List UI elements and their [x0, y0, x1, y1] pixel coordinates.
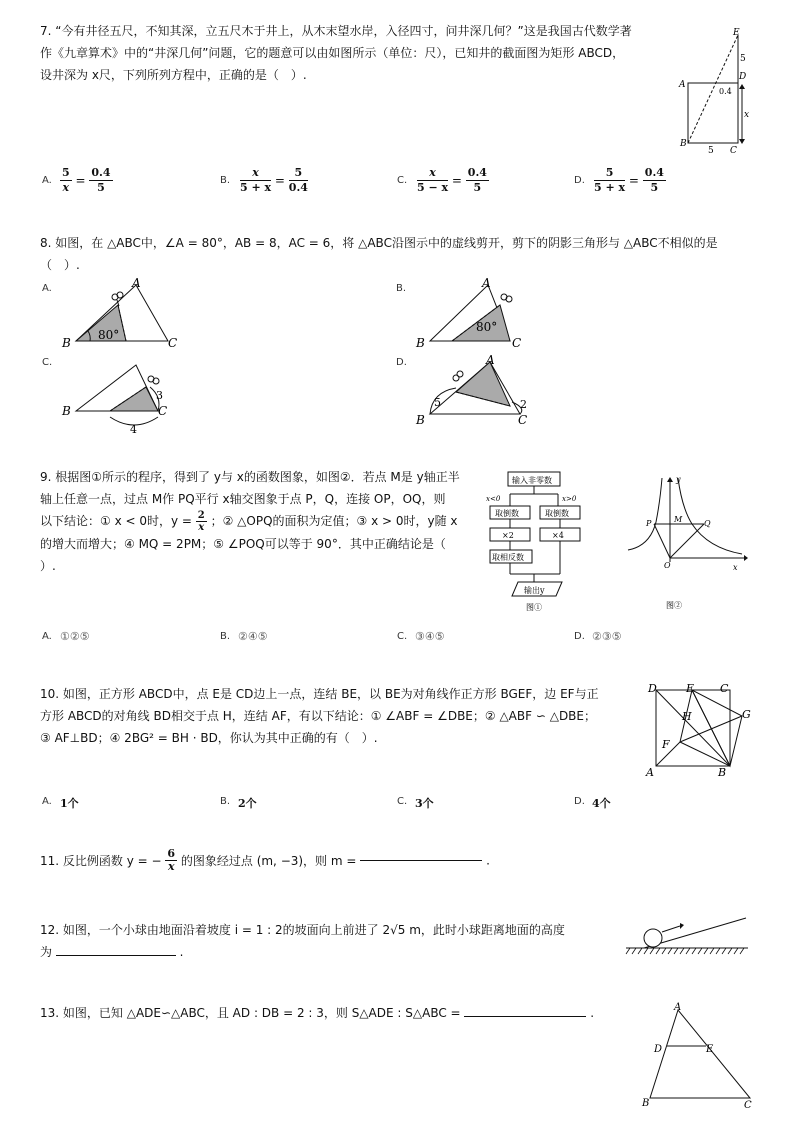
- q7-fig-five-bottom: 5: [708, 146, 714, 156]
- q9-line3a: 以下结论：① x < 0时，y =: [40, 514, 192, 528]
- q9-option-a-value: ①②⑤: [60, 630, 90, 643]
- q9-line3-den: x: [198, 522, 205, 533]
- q8-line2: （ ）.: [40, 258, 80, 272]
- q8-option-d[interactable]: D.: [396, 357, 407, 368]
- q9-flow-left-op3: 取相反数: [492, 553, 524, 562]
- q13-fig-D: D: [654, 1044, 663, 1055]
- q8c-3: 3: [156, 389, 163, 402]
- q8c-B: B: [62, 404, 71, 418]
- q9-graph-M: M: [674, 515, 683, 524]
- q9-graph-x: x: [733, 563, 738, 572]
- q7-line2: 作《九章算术》中的“井深几何”问题，它的题意可以由如图所示（单位：尺），已知井的截面图为矩形 ABCD，: [40, 46, 625, 60]
- q11-prefix: 11. 反比例函数 y = −: [40, 854, 162, 868]
- q7-options: A. $\frac{5}{x}$ = $\frac{0.4}{5}$ B. $\frac{x}{5 + x}$ = $\frac{5}{0.4}$ C. $\frac{x}{5 - x}$ = $\frac{0.4}{5}$ D. $\frac{5}{5 + x}$ = $\frac{0.4}{5}$: [42, 166, 664, 194]
- q10-option-d-value: 4个: [592, 797, 611, 810]
- q7-fig-0.4: 0.4: [719, 87, 732, 96]
- q9-line3: [40, 510, 480, 533]
- q12-line1: 12. 如图，一个小球由地面沿着坡度 i = 1 : 2的坡面向上前进了 2√5 m，此时小球距离地面的高度: [40, 923, 565, 937]
- q9-flow-output: 输出y: [524, 586, 545, 595]
- q10-option-a-label: A.: [42, 796, 52, 807]
- q9-option-b-label: B.: [220, 631, 231, 642]
- q11-num: 6: [167, 847, 176, 860]
- q7-a-num2: 0.4: [91, 166, 111, 179]
- q12-line2: 为: [40, 945, 53, 959]
- q13-fig-A: A: [674, 1002, 682, 1013]
- q9-line3b: ；② △OPQ的面积为定值；③ x > 0时，y随 x: [210, 514, 458, 528]
- q9-option-c-value: ③④⑤: [415, 630, 445, 643]
- q7-c-den2: 5: [473, 181, 482, 194]
- q7-fig-A: A: [679, 80, 686, 90]
- q7-fig-five-top: 5: [740, 54, 746, 64]
- q13: [40, 1004, 620, 1021]
- q7-b-num1: x: [240, 166, 271, 181]
- q9-graph: [620, 472, 750, 612]
- q7-d-den2: 5: [650, 181, 659, 194]
- q7-b-den1: 5 + x: [240, 181, 272, 194]
- q7-stem: [40, 20, 680, 86]
- q8-option-b[interactable]: B.: [396, 283, 407, 294]
- q8a-angle: 80°: [98, 328, 120, 342]
- q8-figure-c: [58, 355, 188, 440]
- q7-a-den1: x: [62, 181, 70, 194]
- q13-figure: [638, 1000, 762, 1114]
- q8d-B: B: [416, 413, 425, 427]
- q13-line1: 13. 如图，已知 △ADE∽△ABC，且 AD : DB = 2 : 3，则 S△ADE : S△ABC =: [40, 1006, 461, 1020]
- q9-flow-caption: 图①: [526, 603, 542, 612]
- q10-option-c-value: 3个: [415, 797, 434, 810]
- q7-option-b-label: B.: [220, 175, 231, 186]
- q9-flow-right-op2: ×4: [552, 531, 564, 540]
- q7-option-c-label: C.: [397, 175, 408, 186]
- q8a-C: C: [168, 336, 178, 350]
- q9-stem: [40, 466, 480, 577]
- q9-option-b-value: ②④⑤: [238, 630, 268, 643]
- q9-flow-left-op1: 取倒数: [495, 509, 519, 518]
- q7-line3: 设井深为 x尺，下列所列方程中，正确的是（ ）.: [40, 68, 307, 82]
- q9-flow-right-cond: x>0: [562, 495, 577, 503]
- q10-option-a-value: 1个: [60, 797, 79, 810]
- q7-fig-x: x: [744, 110, 750, 120]
- q8d-A: A: [486, 353, 495, 367]
- q9-line3-num: 2: [197, 510, 205, 521]
- q8b-B: B: [416, 336, 425, 350]
- q8a-B: B: [62, 336, 71, 350]
- q7-fig-D: D: [739, 72, 747, 82]
- q11-suffix: 的图象经过点 (m, −3)，则 m =: [180, 854, 357, 868]
- q12-answer-blank[interactable]: [56, 955, 176, 956]
- q7-option-d-label: D.: [574, 175, 585, 186]
- q10-option-c-label: C.: [397, 796, 408, 807]
- q12-figure: [622, 910, 752, 960]
- q10-line2: 方形 ABCD的对角线 BD相交于点 H，连结 AF，有以下结论：① ∠ABF = ∠DBE；② △ABF ∽ △DBE；: [40, 709, 596, 723]
- q9-line2: 轴上任意一点，过点 M作 PQ平行 x轴交图象于点 P，Q，连接 OP，OQ，则: [40, 492, 446, 506]
- q8a-A: A: [132, 276, 141, 290]
- q11-end: .: [486, 853, 490, 868]
- q9-option-a-label: A.: [42, 631, 52, 642]
- q10-figure: [642, 680, 762, 780]
- q10-option-d-label: D.: [574, 796, 585, 807]
- q8d-5: 5: [434, 396, 441, 409]
- q10-stem: [40, 683, 640, 749]
- q8-line1: 8. 如图，在 △ABC中，∠A = 80°，AB = 8，AC = 6，将 △ABC沿图示中的虚线剪开，剪下的阴影三角形与 △ABC不相似的是: [40, 236, 718, 250]
- q9-option-d-value: ②③⑤: [592, 630, 622, 643]
- q10-option-b-value: 2个: [238, 797, 257, 810]
- q8c-C: C: [158, 404, 168, 418]
- q7-fig-C: C: [730, 146, 737, 156]
- q10-fig-A: A: [646, 766, 654, 779]
- q9-graph-P: P: [646, 519, 652, 528]
- q7-c-num2: 0.4: [467, 166, 487, 179]
- q7-b-den2: 0.4: [288, 181, 308, 194]
- q7-d-den1: 5 + x: [594, 181, 626, 194]
- q8d-C: C: [518, 413, 528, 427]
- q9-options: [42, 630, 762, 646]
- q10-fig-G: G: [742, 708, 751, 721]
- q12-end: .: [179, 945, 184, 959]
- q11-den: x: [167, 860, 175, 873]
- q10-option-b-label: B.: [220, 796, 231, 807]
- q13-fig-C: C: [744, 1100, 752, 1111]
- q13-end: .: [590, 1006, 595, 1020]
- q9-line1: 9. 根据图①所示的程序，得到了 y与 x的函数图象，如图②．若点 M是 y轴正半: [40, 470, 460, 484]
- q10-fig-B: B: [718, 766, 727, 779]
- q7-fig-B: B: [680, 139, 687, 149]
- q8b-A: A: [482, 276, 491, 290]
- q10-options: [42, 795, 762, 811]
- q10-fig-D: D: [648, 682, 657, 695]
- q7-c-num1: x: [417, 166, 448, 181]
- q10-fig-F: F: [662, 738, 670, 751]
- q8b-angle: 80°: [476, 320, 498, 334]
- q7-a-num1: 5: [62, 166, 70, 179]
- q8b-C: C: [512, 336, 522, 350]
- q8-option-c[interactable]: C.: [42, 357, 53, 368]
- q8c-4: 4: [130, 423, 137, 436]
- q9-option-d-label: D.: [574, 631, 585, 642]
- q9-option-c-label: C.: [397, 631, 408, 642]
- q7-d-num2: 0.4: [644, 166, 664, 179]
- q13-fig-B: B: [642, 1098, 650, 1109]
- q9-flow-right-op1: 取倒数: [545, 509, 569, 518]
- q10-fig-C: C: [720, 682, 729, 695]
- q8-figure-b: [412, 275, 542, 350]
- q7-c-den1: 5 − x: [417, 181, 449, 194]
- q9-graph-caption: 图②: [666, 601, 682, 610]
- q9-graph-O: O: [664, 561, 671, 570]
- q9-line4: 的增大而增大；④ MQ = 2PM；⑤ ∠POQ可以等于 90°．其中正确结论是（: [40, 537, 446, 551]
- q10-line1: 10. 如图，正方形 ABCD中，点 E是 CD边上一点，连结 BE，以 BE为对角线作正方形 BGEF，边 EF与正: [40, 687, 599, 701]
- q13-fig-E: E: [706, 1044, 714, 1055]
- q9-flow-left-op2: ×2: [502, 531, 514, 540]
- q7-option-a-label: A.: [42, 175, 52, 186]
- q8-stem: [40, 232, 760, 276]
- q7-figure: [672, 25, 762, 160]
- q9-flow-left-cond: x<0: [486, 495, 501, 503]
- q7-a-den2: 5: [97, 181, 105, 194]
- q8d-2: 2: [520, 398, 527, 411]
- q7-d-num1: 5: [594, 166, 625, 181]
- q8-figure-d: [412, 352, 542, 432]
- q9-line5: ）.: [40, 559, 56, 573]
- q13-answer-blank[interactable]: [464, 1016, 586, 1017]
- q10-line3: ③ AF⊥BD；④ 2BG² = BH · BD，你认为其中正确的有（ ）.: [40, 731, 378, 745]
- q10-fig-H: H: [682, 710, 692, 723]
- q9-flowchart: [482, 468, 592, 618]
- q7-fig-E: E: [733, 28, 740, 38]
- q9-flow-input: 输入非零数: [512, 476, 552, 485]
- q7-b-num2: 5: [289, 166, 308, 181]
- q10-fig-E: E: [686, 682, 695, 695]
- q7-line1: 7. “今有井径五尺，不知其深，立五尺木于井上，从木末望水岸，入径四寸，问井深几何？”这是我国古代数学著: [40, 24, 632, 38]
- q9-graph-Q: Q: [704, 519, 711, 528]
- q11: [40, 848, 540, 873]
- q8-option-a[interactable]: A.: [42, 283, 52, 294]
- q12-stem: [40, 919, 620, 963]
- q9-graph-y: y: [676, 475, 681, 484]
- q11-answer-blank[interactable]: [360, 860, 482, 861]
- q8-figure-a: [58, 275, 188, 350]
